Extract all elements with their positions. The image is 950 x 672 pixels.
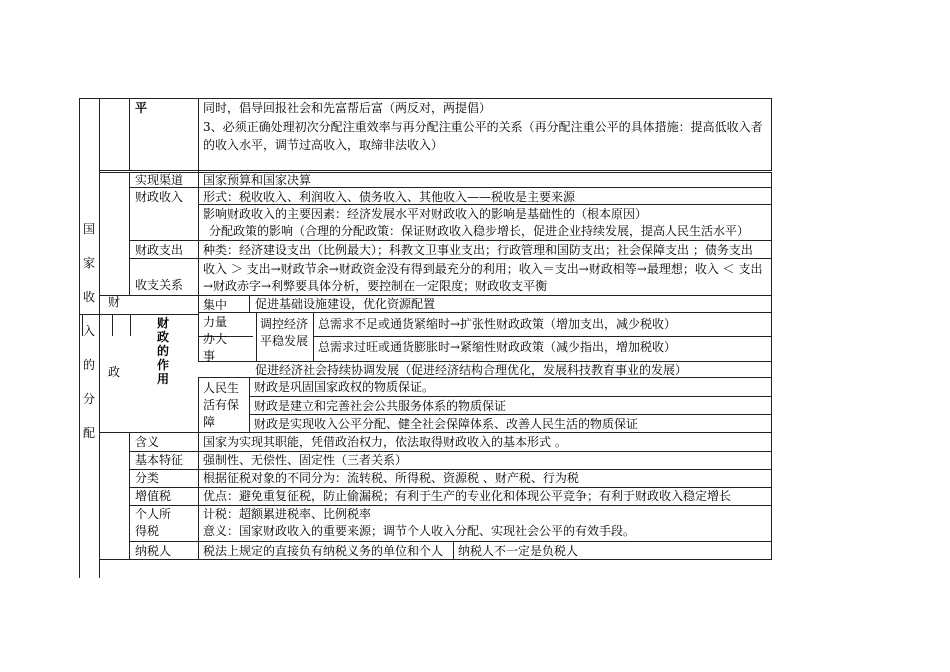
grid-line xyxy=(198,312,772,313)
balance-line-2: →财政赤字→利弊要具体分析，要控制在一定限度；财政收支平衡 xyxy=(203,279,548,293)
grid-line xyxy=(198,98,199,295)
class-text: 根据征税对象的不同分为：流转税、所得税、资源税 、财产税、行为税 xyxy=(203,471,579,485)
sustain-text: 促进经济社会持续协调发展（促进经济结构合理优化，发展科技教育事业的发展） xyxy=(255,363,688,377)
top-line-1: 同时，倡导回报社会和先富帮后富（两反对，两提倡） xyxy=(203,101,492,115)
feature-text: 强制性、无偿性、固定性（三者关系） xyxy=(203,453,408,467)
grid-line xyxy=(198,377,772,378)
grid-line xyxy=(249,295,250,312)
side-col-1: 国 家 收 入 的 分 配 xyxy=(82,222,95,440)
grid-line xyxy=(130,314,131,336)
grid-line xyxy=(453,541,454,559)
grid-line xyxy=(99,295,772,296)
grid-line xyxy=(129,505,772,506)
payer-text: 税法上规定的直接负有纳税义务的单位和个人 xyxy=(203,544,444,558)
pit-label-1: 个人所 xyxy=(135,507,172,521)
grid-line xyxy=(249,396,772,397)
grid-line xyxy=(99,172,772,173)
grid-line xyxy=(79,98,80,578)
grid-line xyxy=(79,98,772,99)
inflation-text: 总需求过旺或通货膨胀时→紧缩性财政政策（减少指出，增加税收） xyxy=(318,340,677,354)
grid-line xyxy=(771,98,772,170)
grid-line xyxy=(99,432,772,433)
channel-label: 实现渠道 xyxy=(135,173,184,187)
grid-line xyxy=(129,258,772,259)
grid-line xyxy=(313,336,772,337)
grid-line xyxy=(198,295,199,361)
grid-line xyxy=(771,172,772,295)
grid-line xyxy=(129,240,772,241)
grid-line xyxy=(771,295,772,432)
feature-label: 基本特征 xyxy=(135,453,184,467)
income-line-2: 影响财政收入的主要因素：经济发展水平对财政收入的影响是基础性的（根本原因） xyxy=(203,207,648,221)
side-col-2: 财 政 xyxy=(107,295,120,379)
concentrate-text: 促进基础设施建设，优化资源配置 xyxy=(255,297,436,311)
livelihood-line-2: 财政是建立和完善社会公共服务体系的物质保证 xyxy=(254,399,507,413)
deflation-text: 总需求不足或通货紧缩时→扩张性财政政策（增加支出，减少税收） xyxy=(318,317,677,331)
grid-line xyxy=(129,469,772,470)
vat-text: 优点：避免重复征税，防止偷漏税；有利于生产的专业化和体现公平竞争；有利于财政收入稳定增长 xyxy=(203,489,732,503)
expense-label: 财政支出 xyxy=(135,243,184,257)
grid-line xyxy=(99,170,772,171)
stabilize-label: 调控经济平稳发展 xyxy=(260,317,309,348)
livelihood-line-3: 财政是实现收入公平分配、健全社会保障体系、改善人民生活的物质保证 xyxy=(254,417,639,431)
pit-line-1: 计税：超额累进税率、比例税率 xyxy=(203,507,372,521)
class-label: 分类 xyxy=(135,471,160,485)
grid-line xyxy=(129,172,130,295)
grid-line xyxy=(198,377,199,432)
grid-line xyxy=(198,204,772,205)
top-line-2: 3、必须正确处理初次分配注重效率与再分配注重公平的关系（再分配注重公平的具体措施：提高低收入者 xyxy=(203,120,763,134)
grid-line xyxy=(80,314,198,315)
meaning-text: 国家为实现其职能，凭借政治权力，依法取得财政收入的基本形式 。 xyxy=(203,435,567,449)
pit-line-2: 意义：国家财政收入的重要来源；调节个人收入分配、实现社会公平的有效手段。 xyxy=(203,524,636,538)
grid-line xyxy=(129,451,772,452)
meaning-label: 含义 xyxy=(135,435,160,449)
income-line-1: 形式：税收收入、利润收入、债务收入、其他收入——税收是主要来源 xyxy=(203,190,576,204)
balance-label: 收支关系 xyxy=(135,278,184,292)
vat-label: 增值税 xyxy=(135,489,172,503)
expense-text: 种类：经济建设支出（比例最大）；科教文卫事业支出；行政管理和国防支出；社会保障支出 ；债务支出 xyxy=(203,243,753,257)
livelihood-label: 人民生活有保障 xyxy=(203,381,240,429)
grid-line xyxy=(129,98,130,170)
income-label: 财政收入 xyxy=(135,190,184,204)
income-line-3: 分配政策的影响（合理的分配政策：保证财政收入稳步增长，促进企业持续发展，提高人民生活水平） xyxy=(209,224,750,238)
grid-line xyxy=(129,487,772,488)
payer-note: 纳税人不一定是负税人 xyxy=(458,544,579,558)
concentrate-label: 集中力量办大事 xyxy=(203,298,228,363)
top-line-3: 的收入水平，调节过高收入，取缔非法收入） xyxy=(203,138,444,152)
channel-text: 国家预算和国家决算 xyxy=(203,173,312,187)
livelihood-line-1: 财政是巩固国家政权的物质保证。 xyxy=(254,380,435,394)
pit-label-2: 得税 xyxy=(135,524,160,538)
role-label: 财 政 的 作 用 xyxy=(156,316,169,386)
grid-line xyxy=(99,559,772,560)
payer-label: 纳税人 xyxy=(135,544,172,558)
grid-line xyxy=(129,187,772,188)
grid-line xyxy=(249,377,250,432)
balance-line-1: 收入 ＞ 支出→财政节余→财政资金没有得到最充分的利用；收入＝支出→财政相等→最理想；收入 ＜ 支出 xyxy=(203,262,763,276)
grid-line xyxy=(256,312,257,361)
grid-line xyxy=(198,361,772,362)
top-label: 平 xyxy=(135,101,148,115)
grid-line xyxy=(129,541,772,542)
grid-line xyxy=(249,414,772,415)
